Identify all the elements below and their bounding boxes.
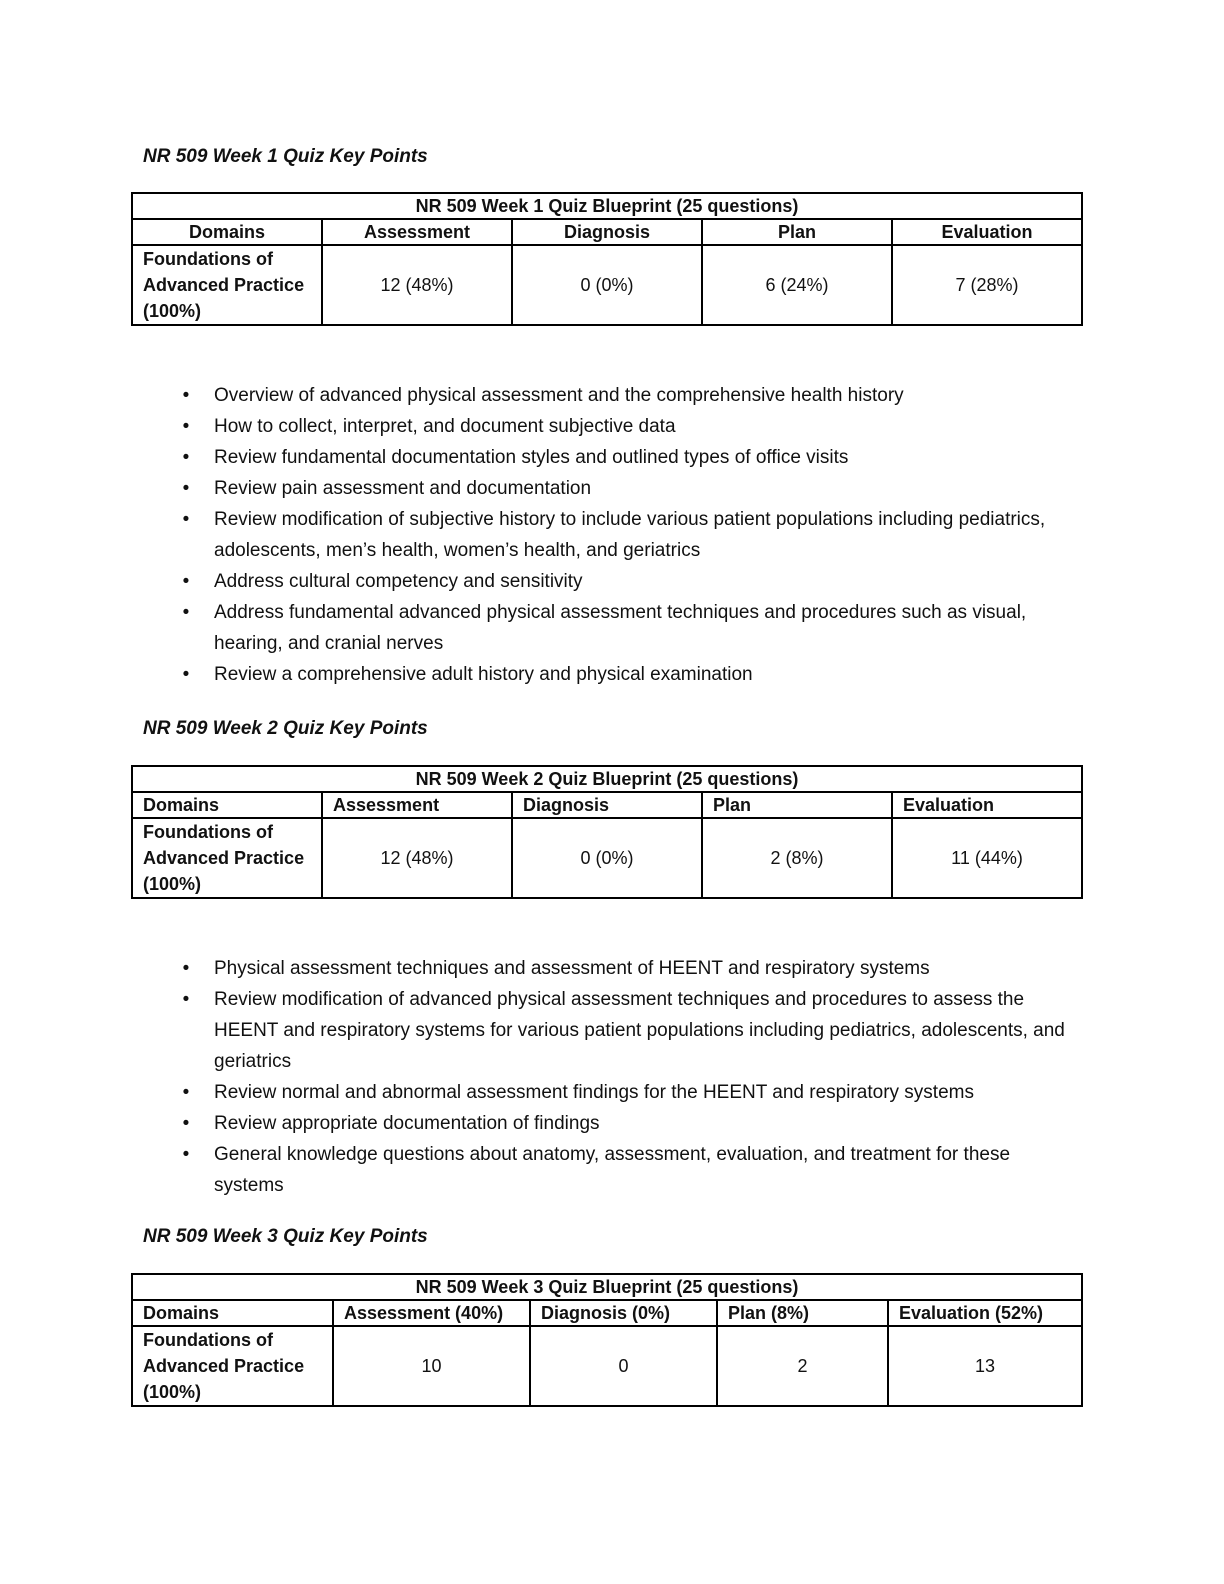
header-evaluation: Evaluation (52%) bbox=[888, 1300, 1082, 1326]
list-item-text: Address cultural competency and sensitivity bbox=[214, 571, 583, 592]
week3-blueprint-table bbox=[131, 1273, 1083, 1407]
bullet-icon: • bbox=[182, 509, 190, 530]
list-item bbox=[182, 504, 1072, 566]
evaluation-value: 13 bbox=[888, 1326, 1082, 1406]
list-item-text: Review appropriate documentation of findings bbox=[214, 1113, 600, 1134]
list-item bbox=[182, 380, 1072, 411]
list-item bbox=[182, 442, 1072, 473]
list-item-text: Review fundamental documentation styles and outlined types of office visits bbox=[214, 447, 849, 468]
list-item-text: Address fundamental advanced physical assessment techniques and procedures such as visual, hearing, and cranial nerves bbox=[214, 602, 1027, 654]
domain-cell: Foundations of Advanced Practice (100%) bbox=[132, 245, 322, 325]
header-evaluation: Evaluation bbox=[892, 219, 1082, 245]
list-item bbox=[182, 411, 1072, 442]
assessment-value: 12 (48%) bbox=[322, 245, 512, 325]
list-item-text: Review pain assessment and documentation bbox=[214, 478, 592, 499]
header-diagnosis: Diagnosis bbox=[512, 792, 702, 818]
table-title: NR 509 Week 2 Quiz Blueprint (25 questions) bbox=[132, 766, 1082, 792]
header-domains: Domains bbox=[132, 219, 322, 245]
header-plan: Plan bbox=[702, 219, 892, 245]
list-item-text: Review normal and abnormal assessment findings for the HEENT and respiratory systems bbox=[214, 1082, 974, 1103]
bullet-icon: • bbox=[182, 1113, 190, 1134]
header-assessment: Assessment (40%) bbox=[333, 1300, 530, 1326]
list-item bbox=[182, 984, 1072, 1077]
week2-heading: NR 509 Week 2 Quiz Key Points bbox=[143, 718, 428, 739]
list-item bbox=[182, 597, 1072, 659]
header-assessment: Assessment bbox=[322, 219, 512, 245]
list-item-text: Review modification of advanced physical assessment techniques and procedures to assess the HEENT and respiratory systems for various patient populations including pediatrics, adolescents, and geriatrics bbox=[214, 989, 1065, 1072]
list-item-text: Review modification of subjective history to include various patient populations including pediatrics, adolescents, men’s health, women’s health, and geriatrics bbox=[214, 509, 1046, 561]
list-item bbox=[182, 1077, 1072, 1108]
week2-key-points-list bbox=[182, 953, 1072, 1201]
header-assessment: Assessment bbox=[322, 792, 512, 818]
week1-blueprint-table bbox=[131, 192, 1083, 326]
list-item bbox=[182, 566, 1072, 597]
diagnosis-value: 0 bbox=[530, 1326, 717, 1406]
bullet-icon: • bbox=[182, 602, 190, 623]
table-title: NR 509 Week 1 Quiz Blueprint (25 questions) bbox=[132, 193, 1082, 219]
bullet-icon: • bbox=[182, 416, 190, 437]
list-item-text: How to collect, interpret, and document subjective data bbox=[214, 416, 676, 437]
plan-value: 2 bbox=[717, 1326, 888, 1406]
bullet-icon: • bbox=[182, 478, 190, 499]
bullet-icon: • bbox=[182, 1082, 190, 1103]
bullet-icon: • bbox=[182, 989, 190, 1010]
list-item-text: Review a comprehensive adult history and physical examination bbox=[214, 664, 753, 685]
header-diagnosis: Diagnosis bbox=[512, 219, 702, 245]
list-item-text: Physical assessment techniques and assessment of HEENT and respiratory systems bbox=[214, 958, 930, 979]
list-item bbox=[182, 953, 1072, 984]
diagnosis-value: 0 (0%) bbox=[512, 245, 702, 325]
week2-blueprint-table bbox=[131, 765, 1083, 899]
header-domains: Domains bbox=[132, 792, 322, 818]
header-domains: Domains bbox=[132, 1300, 333, 1326]
bullet-icon: • bbox=[182, 571, 190, 592]
evaluation-value: 11 (44%) bbox=[892, 818, 1082, 898]
bullet-icon: • bbox=[182, 958, 190, 979]
list-item bbox=[182, 1139, 1072, 1201]
list-item bbox=[182, 1108, 1072, 1139]
list-item bbox=[182, 473, 1072, 504]
week1-heading: NR 509 Week 1 Quiz Key Points bbox=[143, 146, 428, 167]
header-evaluation: Evaluation bbox=[892, 792, 1082, 818]
header-diagnosis: Diagnosis (0%) bbox=[530, 1300, 717, 1326]
table-title: NR 509 Week 3 Quiz Blueprint (25 questions) bbox=[132, 1274, 1082, 1300]
bullet-icon: • bbox=[182, 447, 190, 468]
list-item-text: Overview of advanced physical assessment and the comprehensive health history bbox=[214, 385, 904, 406]
evaluation-value: 7 (28%) bbox=[892, 245, 1082, 325]
week3-heading: NR 509 Week 3 Quiz Key Points bbox=[143, 1226, 428, 1247]
domain-cell: Foundations of Advanced Practice (100%) bbox=[132, 1326, 333, 1406]
bullet-icon: • bbox=[182, 385, 190, 406]
header-plan: Plan (8%) bbox=[717, 1300, 888, 1326]
header-plan: Plan bbox=[702, 792, 892, 818]
assessment-value: 12 (48%) bbox=[322, 818, 512, 898]
assessment-value: 10 bbox=[333, 1326, 530, 1406]
plan-value: 6 (24%) bbox=[702, 245, 892, 325]
list-item bbox=[182, 659, 1072, 690]
domain-cell: Foundations of Advanced Practice (100%) bbox=[132, 818, 322, 898]
bullet-icon: • bbox=[182, 664, 190, 685]
diagnosis-value: 0 (0%) bbox=[512, 818, 702, 898]
bullet-icon: • bbox=[182, 1144, 190, 1165]
plan-value: 2 (8%) bbox=[702, 818, 892, 898]
list-item-text: General knowledge questions about anatomy, assessment, evaluation, and treatment for these systems bbox=[214, 1144, 1011, 1196]
week1-key-points-list bbox=[182, 380, 1072, 690]
